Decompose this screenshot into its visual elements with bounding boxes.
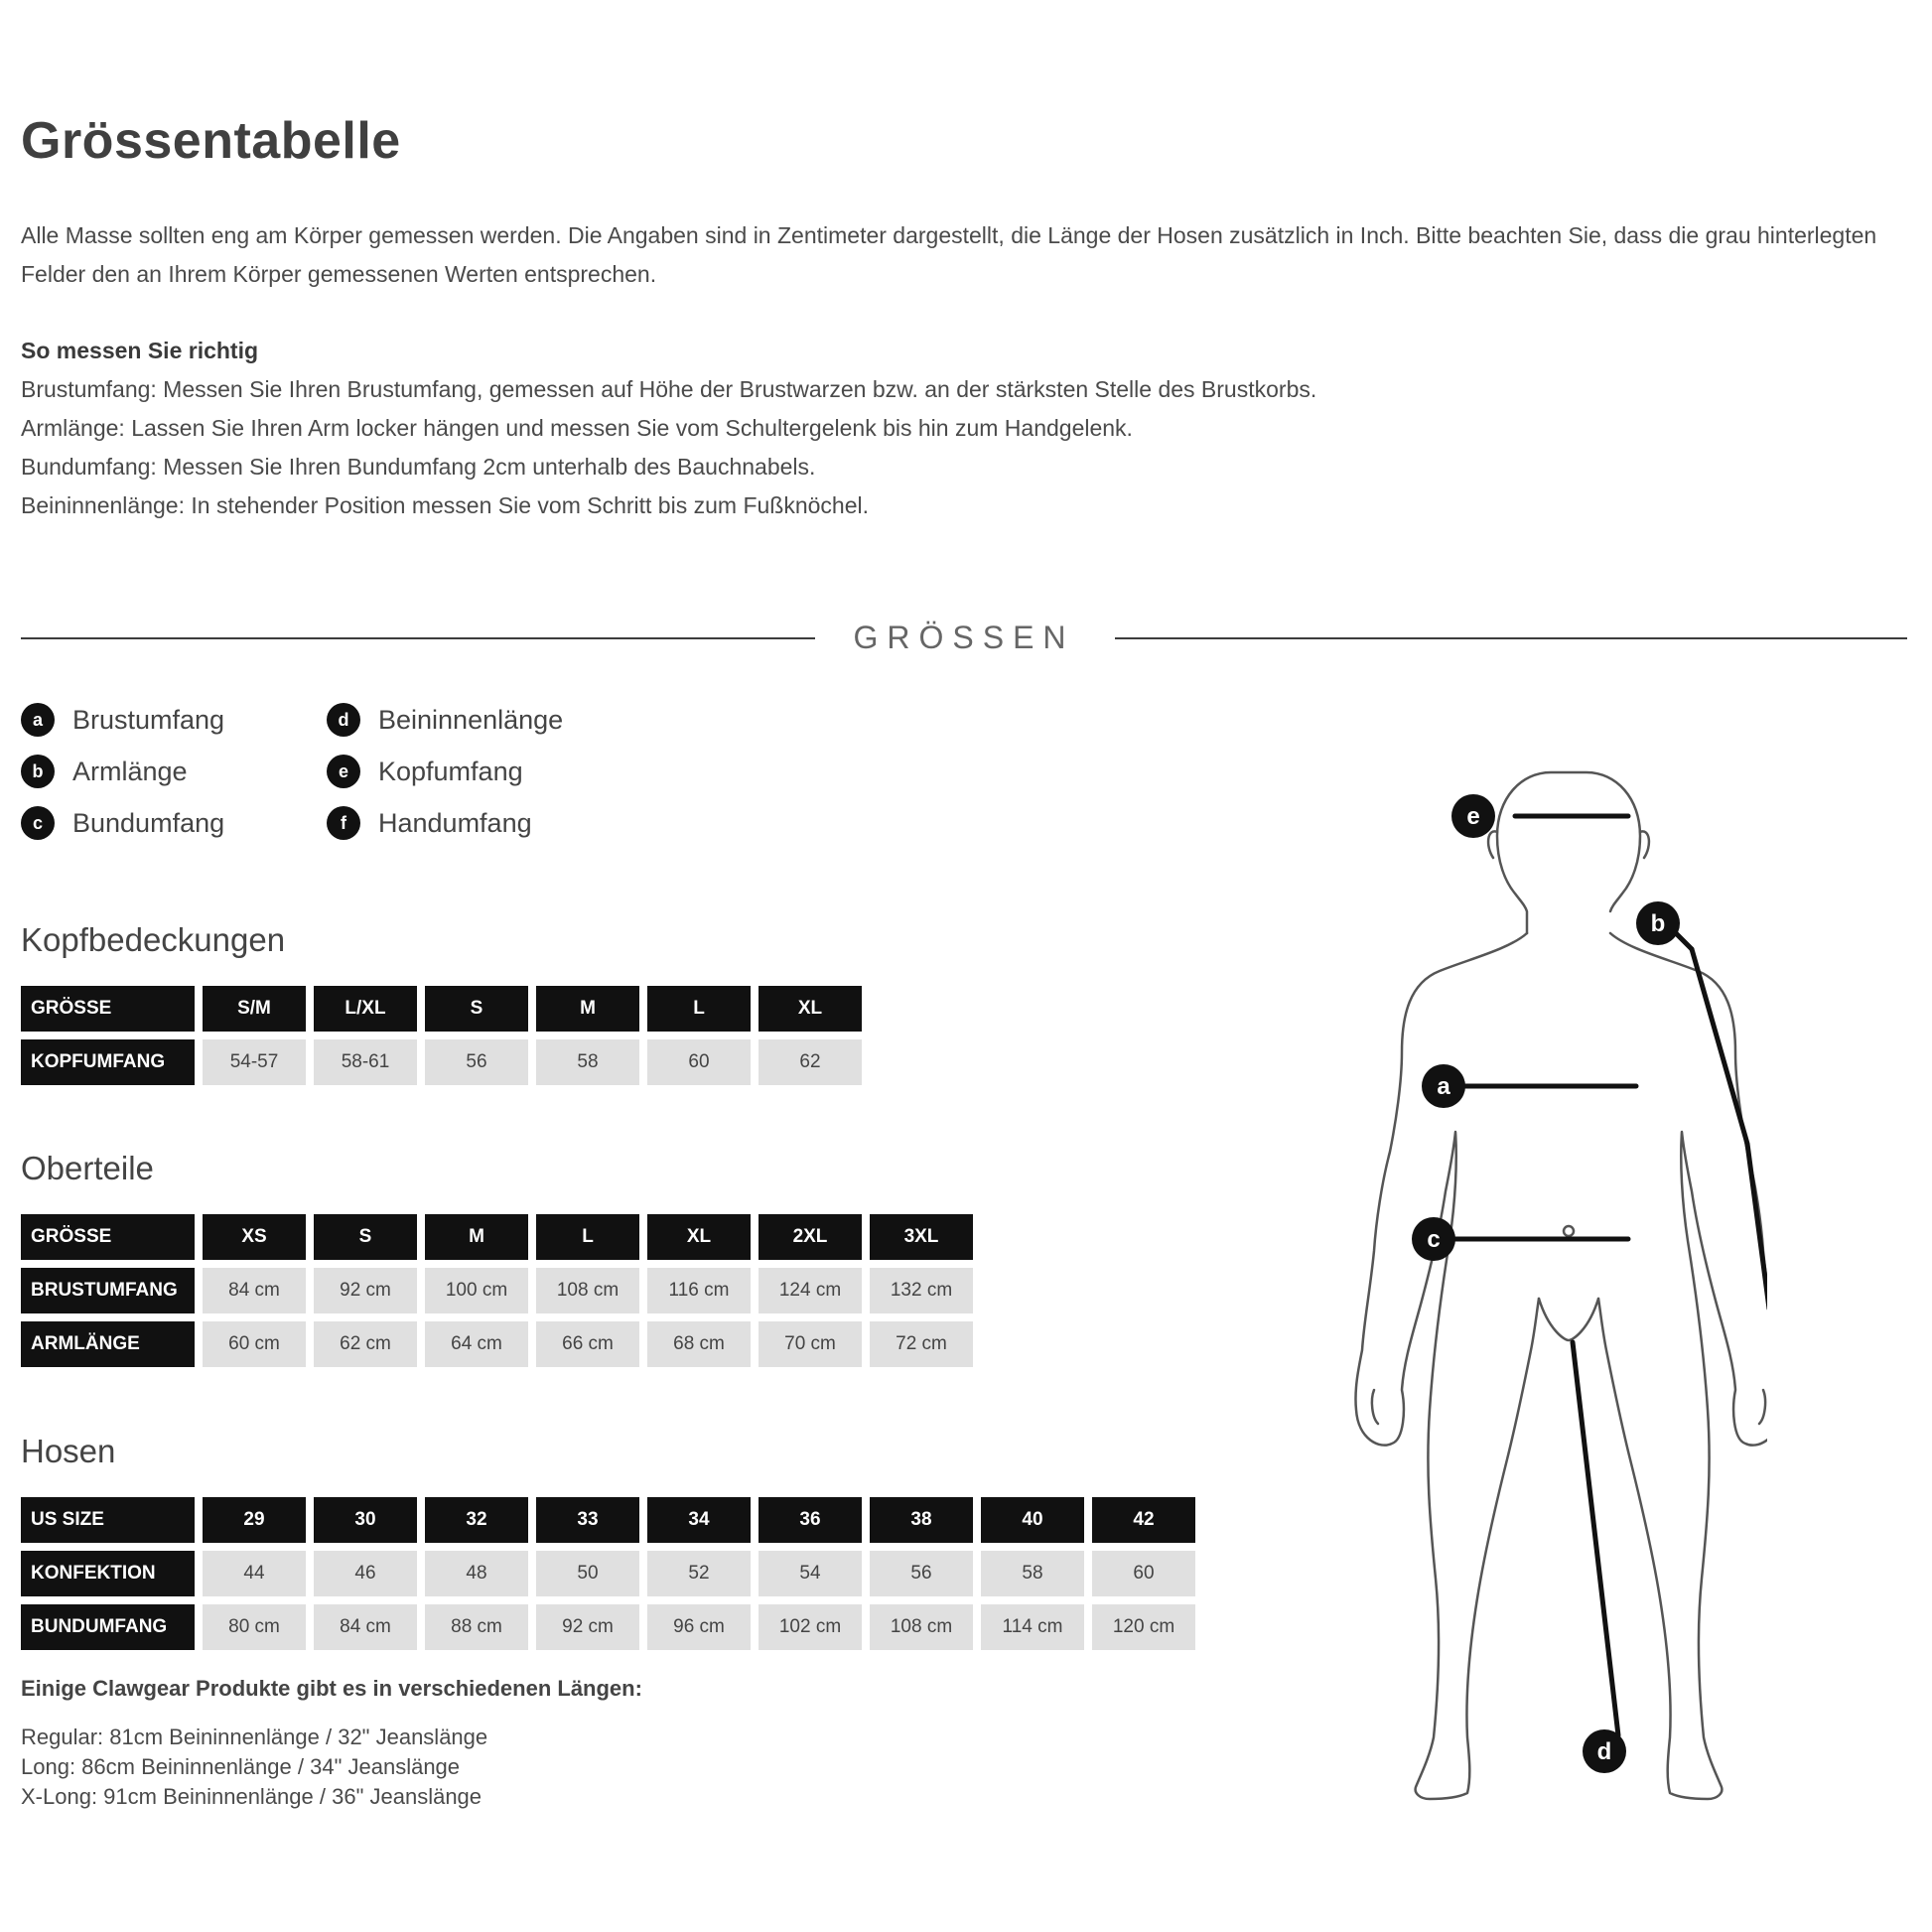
table-pants xyxy=(21,1497,1195,1650)
header-cell: 34 xyxy=(647,1497,751,1543)
marker-d-label: d xyxy=(1596,1738,1612,1765)
table-cell: 54-57 xyxy=(203,1039,306,1085)
legend-label: Beininnenlänge xyxy=(378,704,564,735)
legend-label: Handumfang xyxy=(378,807,532,838)
marker-b-label: b xyxy=(1650,910,1666,937)
header-cell: 32 xyxy=(425,1497,528,1543)
header-cell: 38 xyxy=(870,1497,973,1543)
row-label: KOPFUMFANG xyxy=(21,1039,195,1085)
figure-marker-a xyxy=(1422,1064,1465,1108)
header-cell: XL xyxy=(647,1214,751,1260)
table-cell: 60 cm xyxy=(203,1321,306,1367)
header-cell: XL xyxy=(759,986,862,1032)
figure-marker-d xyxy=(1583,1729,1626,1773)
marker-e-label: e xyxy=(1466,803,1480,830)
table-cell: 56 xyxy=(425,1039,528,1085)
table-cell: 44 xyxy=(203,1551,306,1596)
table-cell: 46 xyxy=(314,1551,417,1596)
header-cell: 30 xyxy=(314,1497,417,1543)
table-cell: 50 xyxy=(536,1551,639,1596)
legend-col-1 xyxy=(21,700,224,843)
row-label: BRUSTUMFANG xyxy=(21,1268,195,1313)
table-cell: 58-61 xyxy=(314,1039,417,1085)
table-cell: 84 cm xyxy=(203,1268,306,1313)
body-outline xyxy=(1355,772,1767,1799)
table-headwear xyxy=(21,986,862,1085)
header-cell: 3XL xyxy=(870,1214,973,1260)
badge-c-icon: c xyxy=(21,806,55,840)
header-cell: S/M xyxy=(203,986,306,1032)
table-cell: 96 cm xyxy=(647,1604,751,1650)
legend-col-2 xyxy=(327,700,563,843)
table-cell: 62 xyxy=(759,1039,862,1085)
divider-left xyxy=(21,637,815,639)
legend-item-bundumfang xyxy=(21,803,224,843)
table-cell: 100 cm xyxy=(425,1268,528,1313)
table-title-headwear: Kopfbedeckungen xyxy=(21,921,286,958)
header-cell: 2XL xyxy=(759,1214,862,1260)
table-cell: 92 cm xyxy=(536,1604,639,1650)
measure-instructions xyxy=(21,332,1709,525)
header-cell: L xyxy=(536,1214,639,1260)
legend-item-beininnenlaenge xyxy=(327,700,563,740)
figure-marker-b xyxy=(1636,901,1680,945)
header-cell: S xyxy=(425,986,528,1032)
table-cell: 80 cm xyxy=(203,1604,306,1650)
length-xlong: X-Long: 91cm Beininnenlänge / 36" Jeanslänge xyxy=(21,1784,483,1809)
row-label: KONFEKTION xyxy=(21,1551,195,1596)
marker-a-label: a xyxy=(1437,1073,1450,1100)
header-cell: 40 xyxy=(981,1497,1084,1543)
row-label: ARMLÄNGE xyxy=(21,1321,195,1367)
body-measurement-figure xyxy=(1330,755,1767,1827)
header-cell: L xyxy=(647,986,751,1032)
badge-d-icon: d xyxy=(327,703,360,737)
badge-f-icon: f xyxy=(327,806,360,840)
length-long: Long: 86cm Beininnenlänge / 34" Jeanslänge xyxy=(21,1754,461,1779)
table-cell: 68 cm xyxy=(647,1321,751,1367)
table-cell: 88 cm xyxy=(425,1604,528,1650)
table-cell: 62 cm xyxy=(314,1321,417,1367)
length-regular: Regular: 81cm Beininnenlänge / 32" Jeanslänge xyxy=(21,1725,488,1749)
instruction-inseam: Beininnenlänge: In stehender Position messen Sie vom Schritt bis zum Fußknöchel. xyxy=(21,492,869,518)
table-cell: 70 cm xyxy=(759,1321,862,1367)
table-cell: 52 xyxy=(647,1551,751,1596)
table-cell: 60 xyxy=(1092,1551,1195,1596)
legend-label: Bundumfang xyxy=(72,807,225,838)
lengths-title: Einige Clawgear Produkte gibt es in verschiedenen Längen: xyxy=(21,1676,642,1701)
header-cell: 33 xyxy=(536,1497,639,1543)
table-cell: 132 cm xyxy=(870,1268,973,1313)
header-cell: M xyxy=(536,986,639,1032)
badge-b-icon: b xyxy=(21,755,55,788)
header-cell: S xyxy=(314,1214,417,1260)
table-tops xyxy=(21,1214,973,1367)
table-cell: 124 cm xyxy=(759,1268,862,1313)
table-cell: 102 cm xyxy=(759,1604,862,1650)
table-cell: 114 cm xyxy=(981,1604,1084,1650)
header-cell: 29 xyxy=(203,1497,306,1543)
instruction-chest: Brustumfang: Messen Sie Ihren Brustumfang, gemessen auf Höhe der Brustwarzen bzw. an der stärksten Stelle des Brustkorbs. xyxy=(21,376,1317,402)
page-title: Grössentabelle xyxy=(21,112,401,170)
table-cell: 64 cm xyxy=(425,1321,528,1367)
header-label: GRÖSSE xyxy=(21,986,195,1032)
table-title-pants: Hosen xyxy=(21,1433,116,1469)
table-cell: 58 xyxy=(981,1551,1084,1596)
figure-marker-e xyxy=(1451,794,1495,838)
header-cell: 36 xyxy=(759,1497,862,1543)
instructions-heading: So messen Sie richtig xyxy=(21,338,259,363)
table-cell: 108 cm xyxy=(870,1604,973,1650)
legend-item-kopfumfang xyxy=(327,752,563,791)
header-cell: M xyxy=(425,1214,528,1260)
legend-item-brustumfang xyxy=(21,700,224,740)
table-cell: 58 xyxy=(536,1039,639,1085)
header-label: GRÖSSE xyxy=(21,1214,195,1260)
legend-label: Kopfumfang xyxy=(378,756,523,786)
table-cell: 66 cm xyxy=(536,1321,639,1367)
table-cell: 54 xyxy=(759,1551,862,1596)
table-cell: 60 xyxy=(647,1039,751,1085)
table-cell: 116 cm xyxy=(647,1268,751,1313)
table-cell: 120 cm xyxy=(1092,1604,1195,1650)
legend-item-handumfang xyxy=(327,803,563,843)
table-cell: 48 xyxy=(425,1551,528,1596)
section-title: GRÖSSEN xyxy=(853,620,1075,655)
legend-label: Armlänge xyxy=(72,756,188,786)
table-cell: 72 cm xyxy=(870,1321,973,1367)
legend-label: Brustumfang xyxy=(72,704,225,735)
line-inseam xyxy=(1573,1342,1618,1735)
instruction-arm: Armlänge: Lassen Sie Ihren Arm locker hängen und messen Sie vom Schultergelenk bis hin zum Handgelenk. xyxy=(21,415,1133,441)
row-label: BUNDUMFANG xyxy=(21,1604,195,1650)
table-cell: 108 cm xyxy=(536,1268,639,1313)
header-label: US SIZE xyxy=(21,1497,195,1543)
header-cell: 42 xyxy=(1092,1497,1195,1543)
table-cell: 56 xyxy=(870,1551,973,1596)
marker-c-label: c xyxy=(1427,1226,1441,1253)
divider-right xyxy=(1115,637,1907,639)
badge-a-icon: a xyxy=(21,703,55,737)
table-cell: 84 cm xyxy=(314,1604,417,1650)
header-cell: XS xyxy=(203,1214,306,1260)
intro-text: Alle Masse sollten eng am Körper gemessen werden. Die Angaben sind in Zentimeter dargestellt, die Länge der Hosen zusätzlich in Inch. Bitte beachten Sie, dass die grau hinterlegten Felder den an Ihrem Körper gemessenen Werten entsprechen. xyxy=(21,222,1877,287)
legend-item-armlaenge xyxy=(21,752,224,791)
badge-e-icon: e xyxy=(327,755,360,788)
table-title-tops: Oberteile xyxy=(21,1150,154,1186)
header-cell: L/XL xyxy=(314,986,417,1032)
instruction-waist: Bundumfang: Messen Sie Ihren Bundumfang 2cm unterhalb des Bauchnabels. xyxy=(21,454,816,480)
table-cell: 92 cm xyxy=(314,1268,417,1313)
figure-marker-c xyxy=(1412,1217,1455,1261)
